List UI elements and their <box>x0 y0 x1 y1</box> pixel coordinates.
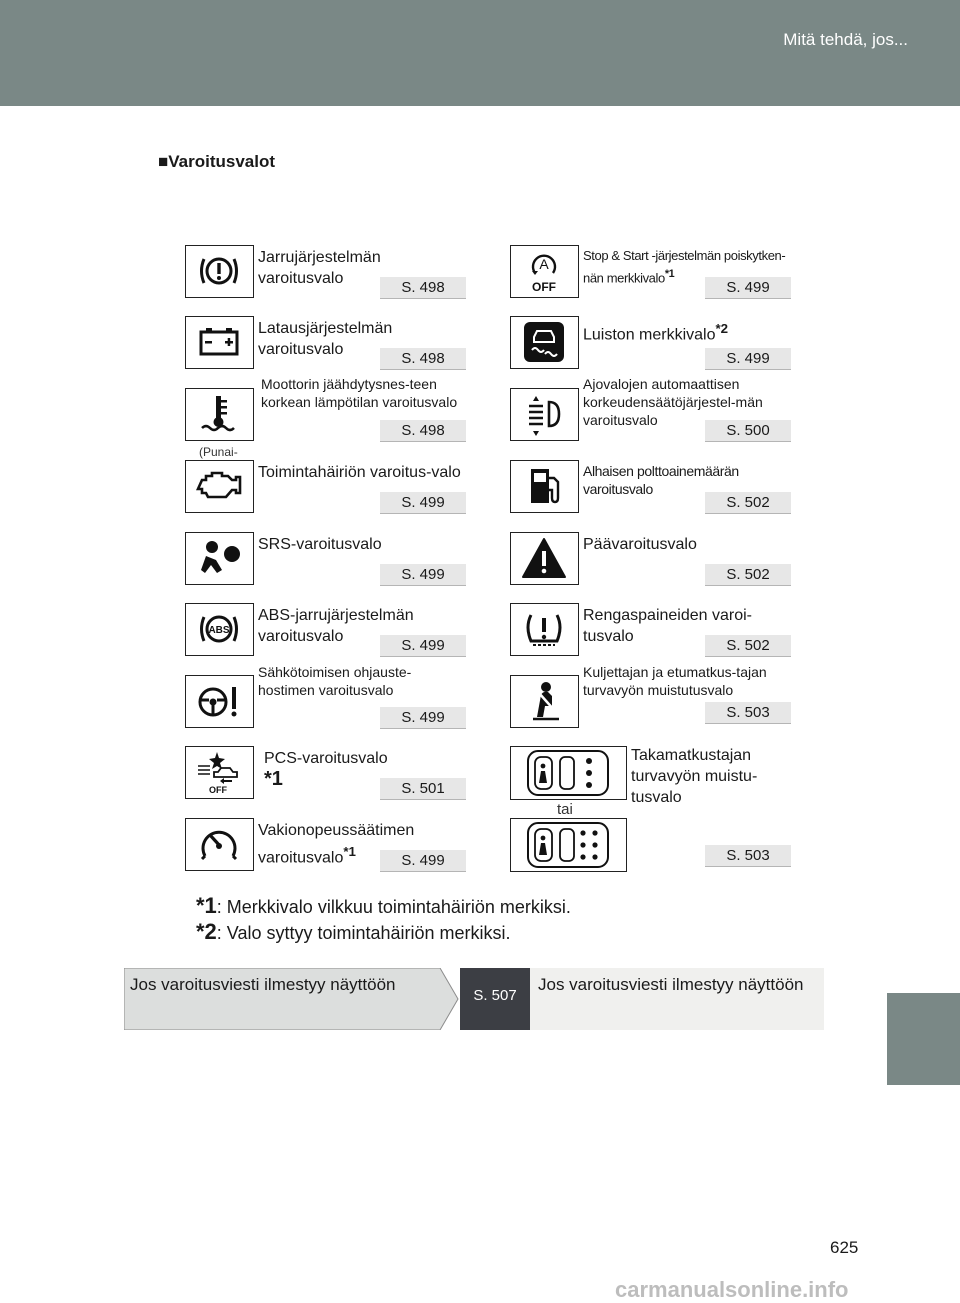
chapter-title: Mitä tehdä, jos... <box>783 30 908 49</box>
warning-entry-brake <box>185 245 467 298</box>
entry-label: Moottorin jäähdytysnes-teen korkean lämpötilan varoitusvalo <box>261 376 458 410</box>
page-ref[interactable]: S. 503 <box>705 702 791 724</box>
seatbelt-reminder-icon <box>510 675 579 728</box>
entry-label: ABS-jarrujärjestelmän varoitusvalo <box>258 607 414 645</box>
footnote-mark: *1 <box>264 768 283 790</box>
svg-text:OFF: OFF <box>209 785 227 794</box>
stop-start-off-icon <box>510 245 579 298</box>
warning-entry-cruise <box>185 818 467 871</box>
footnote-1 <box>196 893 571 919</box>
entry-label: Jarrujärjestelmän varoitusvalo <box>258 249 381 287</box>
page-ref[interactable]: S. 499 <box>380 564 466 586</box>
page-ref[interactable]: S. 499 <box>705 277 791 299</box>
chapter-side-tab <box>887 993 960 1085</box>
or-text: tai <box>557 801 573 818</box>
entry-label: Ajovalojen automaattisen korkeudensäätöjärjestel-män varoitusvalo <box>583 376 763 428</box>
rear-seatbelt-icon <box>511 747 626 799</box>
nav-target-text: Jos varoitusviesti ilmestyy näyttöön <box>538 975 804 994</box>
page-ref[interactable]: S. 499 <box>705 348 791 370</box>
rear-seatbelt-label: Takamatkustajan turvavyön muistu-tusvalo <box>631 747 758 806</box>
pcs-off-icon <box>185 746 254 799</box>
engine-icon <box>185 460 254 513</box>
footnote-mark: *1 <box>196 893 217 918</box>
page-ref[interactable]: S. 499 <box>380 492 466 514</box>
entry-label: Alhaisen polttoainemäärän varoitusvalo <box>583 463 739 497</box>
page-ref[interactable]: S. 502 <box>705 635 791 657</box>
svg-text:A: A <box>539 256 549 272</box>
page-ref[interactable]: S. 499 <box>380 635 466 657</box>
entry-label: Vakionopeussäätimen varoitusvalo$^{*1}$ <box>258 822 415 867</box>
page-ref[interactable]: S. 498 <box>380 348 466 370</box>
airbag-icon <box>185 532 254 585</box>
rear-seatbelt-display-1 <box>510 746 627 800</box>
warning-entry-coolant <box>185 376 467 459</box>
footnote-text: : Merkkivalo vilkkuu toimintahäiriön merkiksi. <box>216 897 571 917</box>
entry-label: Luiston merkkivalo$^{*2}$ <box>583 321 729 344</box>
footnote-mark: *1 <box>343 844 356 859</box>
warning-entry-abs <box>185 603 467 656</box>
footnote-2 <box>196 919 511 945</box>
page-ref[interactable]: S. 503 <box>705 845 791 867</box>
entry-label: Sähkötoimisen ohjauste-hostimen varoitusvalo <box>258 664 412 698</box>
warning-entry-pcs <box>185 746 467 799</box>
rear-seatbelt-icon <box>511 819 626 871</box>
page-ref[interactable]: S. 498 <box>380 420 466 442</box>
entry-label: Rengaspaineiden varoi-tusvalo <box>583 607 752 645</box>
warning-entry-power-steering <box>185 664 467 728</box>
svg-text:ABS: ABS <box>208 625 230 636</box>
cross-reference-bar <box>124 968 824 1030</box>
warning-entry-srs <box>185 532 467 585</box>
page-ref[interactable]: S. 499 <box>380 850 466 872</box>
nav-source-text: Jos varoitusviesti ilmestyy näyttöön <box>130 975 396 994</box>
abs-icon <box>185 603 254 656</box>
tire-pressure-icon <box>510 603 579 656</box>
cruise-control-icon <box>185 818 254 871</box>
warning-entry-headlight-leveling <box>510 376 792 441</box>
page-ref[interactable]: S. 502 <box>705 564 791 586</box>
nav-source <box>124 968 460 1030</box>
warning-entry-master <box>510 532 792 585</box>
fuel-icon <box>510 460 579 513</box>
footnote-text: : Valo syttyy toimintahäiriön merkiksi. <box>216 923 511 943</box>
warning-entry-tire-pressure <box>510 603 792 656</box>
warning-entry-malfunction <box>185 460 467 513</box>
battery-icon <box>185 316 254 369</box>
brake-warning-icon <box>185 245 254 298</box>
page-ref[interactable]: S. 501 <box>380 778 466 800</box>
svg-text:OFF: OFF <box>532 280 556 293</box>
nav-page-ref[interactable]: S. 507 <box>460 968 530 1030</box>
warning-entry-charging <box>185 316 467 369</box>
entry-label: Latausjärjestelmän varoitusvalo <box>258 320 393 358</box>
footnote-mark: *2 <box>196 919 217 944</box>
entry-label: SRS-varoitusvalo <box>258 536 382 553</box>
coolant-temperature-icon <box>185 388 254 441</box>
headlight-leveling-icon <box>510 388 579 441</box>
footnote-mark: *2 <box>715 321 729 336</box>
color-note: (Punai- <box>199 445 238 459</box>
warning-entry-seatbelt <box>510 664 792 728</box>
warning-entry-slip <box>510 316 792 369</box>
warning-entry-stop-start <box>510 245 792 298</box>
entry-label: Kuljettajan ja etumatkus-tajan turvavyön muistutusvalo <box>583 664 767 698</box>
entry-label: Stop & Start -järjestelmän poiskytken-nän merkkivalo$^{*1}$ <box>583 248 786 286</box>
nav-target[interactable] <box>530 968 824 1030</box>
page-ref[interactable]: S. 500 <box>705 420 791 442</box>
watermark: carmanualsonline.info <box>615 1277 849 1302</box>
page-ref[interactable]: S. 502 <box>705 492 791 514</box>
footnote-mark: *1 <box>664 268 675 280</box>
entry-label: PCS-varoitusvalo *1 <box>264 750 388 790</box>
page-header <box>0 0 960 106</box>
page-number: 625 <box>830 1238 859 1257</box>
steering-warning-icon <box>185 675 254 728</box>
warning-entry-fuel <box>510 460 792 513</box>
entry-label: Päävaroitusvalo <box>583 536 697 553</box>
master-warning-icon <box>510 532 579 585</box>
section-title: ■Varoitusvalot <box>158 152 276 171</box>
slip-indicator-icon <box>510 316 579 369</box>
page-ref[interactable]: S. 498 <box>380 277 466 299</box>
page-ref[interactable]: S. 499 <box>380 707 466 729</box>
rear-seatbelt-display-2 <box>510 818 627 872</box>
entry-label: Toimintahäiriön varoitus-valo <box>258 464 461 481</box>
